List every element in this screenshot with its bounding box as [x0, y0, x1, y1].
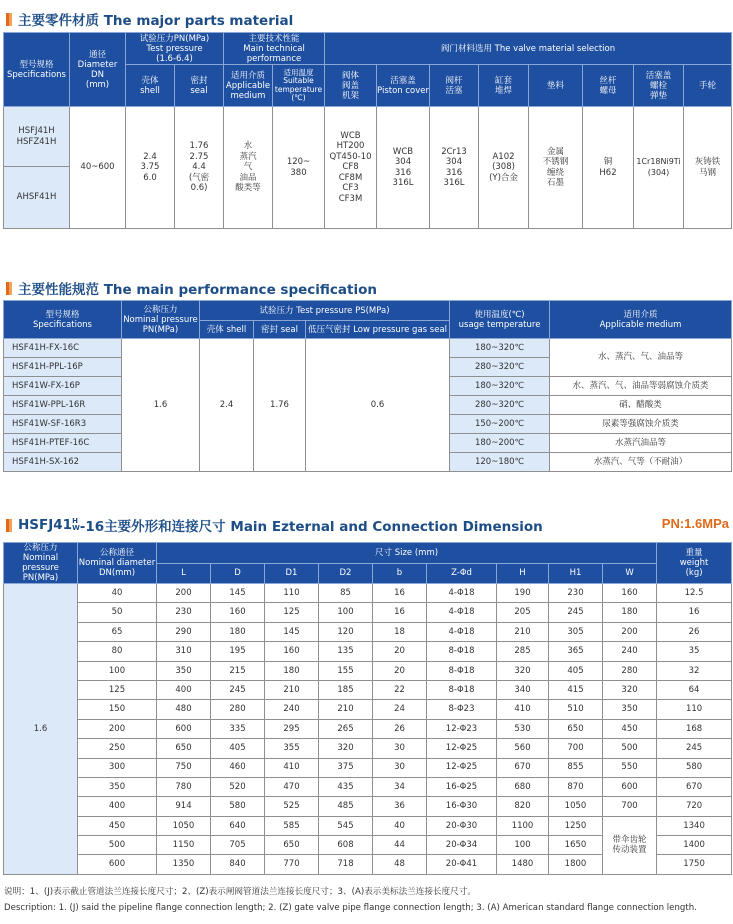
stem-cell: 2Cr13 304 316 316L — [430, 107, 479, 229]
nominal-pressure-cell: 1.6 — [122, 339, 200, 472]
spec-cell: HSF41H-FX-16C — [4, 339, 122, 358]
performance-table — [3, 300, 732, 472]
value-cell: 1800 — [549, 855, 603, 874]
value-cell: 100 — [497, 836, 549, 855]
value-cell: 1050 — [157, 816, 211, 835]
header-col-3: D2 — [319, 563, 373, 584]
nominal-pressure-cell: 1.6 — [4, 584, 78, 875]
header-packing: 垫料 — [529, 65, 583, 107]
value-cell: 160 — [211, 603, 265, 622]
value-cell: 320 — [319, 739, 373, 758]
value-cell: 600 — [603, 777, 657, 796]
medium-cell: 水蒸汽油品等 — [550, 434, 732, 453]
value-cell: 85 — [319, 584, 373, 603]
handwheel-cell: 灰铸铁 马钢 — [684, 107, 732, 229]
header-stem: 阀杆 活塞 — [430, 65, 479, 107]
value-cell: 4-Φ18 — [427, 603, 497, 622]
value-cell: 305 — [549, 622, 603, 641]
spec-cell-2: AHSF41H — [4, 167, 70, 229]
value-cell: 1150 — [157, 836, 211, 855]
value-cell: 16 — [657, 603, 732, 622]
value-cell: 200 — [603, 622, 657, 641]
value-cell: 120 — [319, 622, 373, 641]
header-weight: 重量 weight (kg) — [657, 543, 732, 584]
value-cell: 1400 — [657, 836, 732, 855]
seal-pressure-cell: 1.76 — [254, 339, 306, 472]
value-cell: 460 — [211, 758, 265, 777]
table-row — [4, 758, 732, 777]
value-cell: 160 — [265, 642, 319, 661]
value-cell: 100 — [319, 603, 373, 622]
value-cell: 215 — [211, 661, 265, 680]
header-seal: 密封 seal — [175, 65, 224, 107]
table-row — [4, 584, 732, 603]
value-cell: 20 — [373, 661, 427, 680]
value-cell: 500 — [603, 739, 657, 758]
shell-pressure-cell: 2.4 — [200, 339, 254, 472]
header-body: 阀体 阀盖 机架 — [325, 65, 377, 107]
value-cell: 1480 — [497, 855, 549, 874]
value-cell: 30 — [373, 758, 427, 777]
value-cell: 640 — [211, 816, 265, 835]
value-cell: 16-Φ30 — [427, 797, 497, 816]
value-cell: 405 — [211, 739, 265, 758]
value-cell: 310 — [157, 642, 211, 661]
spec-cell: HSF41H-PTEF-16C — [4, 434, 122, 453]
header-col-8: W — [603, 563, 657, 584]
value-cell: 210 — [497, 622, 549, 641]
value-cell: 210 — [265, 680, 319, 699]
header-test-pressure: 试验压力 Test pressure PS(MPa) — [200, 301, 450, 321]
header-seal: 密封 seal — [254, 321, 306, 339]
header-temperature: 适用温度 Suitable temperature (℃) — [273, 65, 325, 107]
value-cell: 718 — [319, 855, 373, 874]
value-cell: 720 — [657, 797, 732, 816]
value-cell: 365 — [549, 642, 603, 661]
value-cell: 36 — [373, 797, 427, 816]
temperature-cell: 180~200℃ — [450, 434, 550, 453]
value-cell: 168 — [657, 719, 732, 738]
value-cell: 340 — [497, 680, 549, 699]
value-cell: 650 — [265, 836, 319, 855]
value-cell: 18 — [373, 622, 427, 641]
value-cell: 12.5 — [657, 584, 732, 603]
temperature-cell: 280~320℃ — [450, 396, 550, 415]
value-cell: 280 — [211, 700, 265, 719]
temperature-cell: 180~320℃ — [450, 377, 550, 396]
gas-seal-pressure-cell: 0.6 — [306, 339, 450, 472]
value-cell: 485 — [319, 797, 373, 816]
header-nominal-pressure: 公称压力 Nominal pressure PN(MPa) — [122, 301, 200, 339]
value-cell: 855 — [549, 758, 603, 777]
value-cell: 820 — [497, 797, 549, 816]
dn-cell: 40~600 — [70, 107, 126, 229]
dn-cell: 65 — [78, 622, 157, 641]
spec-cell: HSF41H-PPL-16P — [4, 358, 122, 377]
value-cell: 670 — [497, 758, 549, 777]
value-cell: 545 — [319, 816, 373, 835]
value-cell: 510 — [549, 700, 603, 719]
value-cell: 245 — [211, 680, 265, 699]
value-cell: 64 — [657, 680, 732, 699]
table-row — [4, 680, 732, 699]
header-valve-material: 阀门材料选用 The valve material selection — [325, 33, 732, 65]
value-cell: 600 — [157, 719, 211, 738]
dn-cell: 450 — [78, 816, 157, 835]
header-spec: 型号规格 Specifications — [4, 301, 122, 339]
value-cell: 870 — [549, 777, 603, 796]
table-row — [4, 719, 732, 738]
value-cell: 16 — [373, 603, 427, 622]
value-cell: 350 — [157, 661, 211, 680]
table-row — [4, 603, 732, 622]
dn-cell: 250 — [78, 739, 157, 758]
value-cell: 410 — [497, 700, 549, 719]
note-chinese: 说明：1、(J)表示截止管道法兰连接长度尺寸；2、(Z)表示闸阀管道法兰连接长度尺寸；3、(A)表示美标法兰连接长度尺寸。 — [4, 887, 476, 897]
value-cell: 200 — [157, 584, 211, 603]
header-dn: 通径 Diameter DN (mm) — [70, 33, 126, 107]
title-superscript-subscript: H W — [72, 517, 80, 532]
section-title-performance: 主要性能规范 The main performance specification — [6, 278, 377, 298]
value-cell: 20 — [373, 642, 427, 661]
screw-nut-cell: 铜 H62 — [583, 107, 634, 229]
header-size: 尺寸 Size (mm) — [157, 543, 657, 564]
seal-cell: 1.76 2.75 4.4 (气密 0.6) — [175, 107, 224, 229]
value-cell: 230 — [157, 603, 211, 622]
value-cell: 400 — [157, 680, 211, 699]
value-cell: 355 — [265, 739, 319, 758]
value-cell: 240 — [265, 700, 319, 719]
dn-cell: 150 — [78, 700, 157, 719]
table-row — [4, 739, 732, 758]
value-cell: 160 — [603, 584, 657, 603]
value-cell: 750 — [157, 758, 211, 777]
value-cell: 34 — [373, 777, 427, 796]
value-cell: 680 — [497, 777, 549, 796]
spec-cell: HSF41W-SF-16R3 — [4, 415, 122, 434]
header-usage-temperature: 使用温度(℃) usage temperature — [450, 301, 550, 339]
value-cell: 780 — [157, 777, 211, 796]
value-cell: 12-Φ23 — [427, 719, 497, 738]
table-row — [4, 661, 732, 680]
value-cell: 1340 — [657, 816, 732, 835]
value-cell: 210 — [319, 700, 373, 719]
table-row — [4, 700, 732, 719]
value-cell: 650 — [549, 719, 603, 738]
medium-cell: 硝、醋酸类 — [550, 396, 732, 415]
value-cell: 205 — [497, 603, 549, 622]
value-cell: 4-Φ18 — [427, 584, 497, 603]
value-cell: 20-Φ30 — [427, 816, 497, 835]
value-cell: 290 — [157, 622, 211, 641]
value-cell: 190 — [497, 584, 549, 603]
temperature-cell: 120~ 380 — [273, 107, 325, 229]
header-col-4: b — [373, 563, 427, 584]
value-cell: 840 — [211, 855, 265, 874]
value-cell: 245 — [657, 739, 732, 758]
value-cell: 525 — [265, 797, 319, 816]
value-cell: 580 — [657, 758, 732, 777]
value-cell: 320 — [497, 661, 549, 680]
dn-cell: 200 — [78, 719, 157, 738]
header-col-2: D1 — [265, 563, 319, 584]
value-cell: 410 — [265, 758, 319, 777]
header-spec: 型号规格 Specifications — [4, 33, 70, 107]
header-liner: 缸套 堆焊 — [479, 65, 529, 107]
value-cell: 180 — [603, 603, 657, 622]
value-cell: 16 — [373, 584, 427, 603]
value-cell: 1100 — [497, 816, 549, 835]
value-cell: 580 — [211, 797, 265, 816]
value-cell: 110 — [657, 700, 732, 719]
value-cell: 650 — [157, 739, 211, 758]
value-cell: 32 — [657, 661, 732, 680]
value-cell: 230 — [549, 584, 603, 603]
value-cell: 245 — [549, 603, 603, 622]
value-cell: 1250 — [549, 816, 603, 835]
value-cell: 40 — [373, 816, 427, 835]
header-main-performance: 主要技术性能 Main technical performance — [224, 33, 325, 65]
dn-cell: 125 — [78, 680, 157, 699]
value-cell: 155 — [319, 661, 373, 680]
value-cell: 435 — [319, 777, 373, 796]
dn-cell: 40 — [78, 584, 157, 603]
table-row — [4, 777, 732, 796]
section-title-dimension: HSFJ41 H W -16主要外形和连接尺寸 Main Ezternal and Connection Dimension — [6, 515, 543, 535]
piston-cover-cell: WCB 304 316 316L — [377, 107, 430, 229]
value-cell: 22 — [373, 680, 427, 699]
header-screw-nut: 丝杆 螺母 — [583, 65, 634, 107]
liner-cell: A102 (308) (Y)合金 — [479, 107, 529, 229]
header-col-0: L — [157, 563, 211, 584]
value-cell: 320 — [603, 680, 657, 699]
temperature-cell: 280~320℃ — [450, 358, 550, 377]
value-cell: 110 — [265, 584, 319, 603]
temperature-cell: 120~180℃ — [450, 453, 550, 472]
section-marker-icon — [6, 13, 12, 26]
dn-cell: 300 — [78, 758, 157, 777]
value-cell: 48 — [373, 855, 427, 874]
value-cell: 520 — [211, 777, 265, 796]
value-cell: 670 — [657, 777, 732, 796]
pn-label: PN:1.6MPa — [661, 516, 729, 531]
value-cell: 145 — [211, 584, 265, 603]
header-gas-seal: 低压气密封 Low pressure gas seal — [306, 321, 450, 339]
value-cell: 265 — [319, 719, 373, 738]
value-cell: 375 — [319, 758, 373, 777]
dn-cell: 500 — [78, 836, 157, 855]
header-col-6: H — [497, 563, 549, 584]
value-cell: 1750 — [657, 855, 732, 874]
header-nominal-diameter: 公称通径 Nominal diameter DN(mm) — [78, 543, 157, 584]
w-note-cell: 带伞齿轮 传动装置 — [603, 816, 657, 874]
value-cell: 705 — [211, 836, 265, 855]
section-marker-icon — [6, 282, 12, 295]
value-cell: 185 — [319, 680, 373, 699]
dn-cell: 50 — [78, 603, 157, 622]
value-cell: 608 — [319, 836, 373, 855]
value-cell: 195 — [211, 642, 265, 661]
dn-cell: 100 — [78, 661, 157, 680]
value-cell: 560 — [497, 739, 549, 758]
table-row — [4, 797, 732, 816]
header-bolt: 活塞盖 螺栓 弹垫 — [634, 65, 684, 107]
spec-cell: HSF41W-FX-16P — [4, 377, 122, 396]
value-cell: 125 — [265, 603, 319, 622]
parts-material-table — [3, 32, 732, 229]
dn-cell: 80 — [78, 642, 157, 661]
value-cell: 180 — [211, 622, 265, 641]
value-cell: 12-Φ25 — [427, 758, 497, 777]
value-cell: 1350 — [157, 855, 211, 874]
value-cell: 914 — [157, 797, 211, 816]
header-shell: 壳体 shell — [126, 65, 175, 107]
body-material-cell: WCB HT200 QT450-10 CF8 CF8M CF3 CF3M — [325, 107, 377, 229]
value-cell: 1650 — [549, 836, 603, 855]
value-cell: 240 — [603, 642, 657, 661]
value-cell: 450 — [603, 719, 657, 738]
value-cell: 26 — [657, 622, 732, 641]
table-row — [4, 816, 732, 835]
value-cell: 415 — [549, 680, 603, 699]
value-cell: 470 — [265, 777, 319, 796]
value-cell: 12-Φ25 — [427, 739, 497, 758]
value-cell: 530 — [497, 719, 549, 738]
section-marker-icon — [6, 519, 12, 532]
section-title-parts-material: 主要零件材质 The major parts material — [6, 9, 293, 29]
value-cell: 280 — [603, 661, 657, 680]
medium-cell: 水蒸汽、气等（不耐油） — [550, 453, 732, 472]
value-cell: 295 — [265, 719, 319, 738]
value-cell: 26 — [373, 719, 427, 738]
value-cell: 770 — [265, 855, 319, 874]
table-row — [4, 642, 732, 661]
value-cell: 16-Φ25 — [427, 777, 497, 796]
value-cell: 30 — [373, 739, 427, 758]
header-applicable-medium: 适用介质 Applicable medium — [550, 301, 732, 339]
header-piston-cover: 活塞盖 Piston cover — [377, 65, 430, 107]
value-cell: 585 — [265, 816, 319, 835]
value-cell: 1050 — [549, 797, 603, 816]
value-cell: 4-Φ18 — [427, 622, 497, 641]
header-nominal-pressure: 公称压力 Nominal pressure PN(MPa) — [4, 543, 78, 584]
header-handwheel: 手轮 — [684, 65, 732, 107]
table-row — [4, 622, 732, 641]
header-col-5: Z-Φd — [427, 563, 497, 584]
value-cell: 335 — [211, 719, 265, 738]
header-col-7: H1 — [549, 563, 603, 584]
header-medium: 适用介质 Applicable medium — [224, 65, 273, 107]
packing-cell: 金属 不锈钢 缠绕 石墨 — [529, 107, 583, 229]
header-shell: 壳体 shell — [200, 321, 254, 339]
medium-cell: 水、蒸汽、气、油品等弱腐蚀介质类 — [550, 377, 732, 396]
value-cell: 285 — [497, 642, 549, 661]
medium-cell: 水 蒸汽 气 油品 酸类等 — [224, 107, 273, 229]
value-cell: 24 — [373, 700, 427, 719]
value-cell: 135 — [319, 642, 373, 661]
value-cell: 35 — [657, 642, 732, 661]
dn-cell: 350 — [78, 777, 157, 796]
temperature-cell: 150~200℃ — [450, 415, 550, 434]
spec-cell: HSF41W-PPL-16R — [4, 396, 122, 415]
spec-cell-1: HSFJ41H HSFZ41H — [4, 107, 70, 167]
temperature-cell: 180~320℃ — [450, 339, 550, 358]
value-cell: 8-Φ18 — [427, 680, 497, 699]
value-cell: 20-Φ41 — [427, 855, 497, 874]
bolt-cell: 1Cr18Ni9Ti (304) — [634, 107, 684, 229]
spec-cell: HSF41H-SX-162 — [4, 453, 122, 472]
medium-cell: 尿素等强腐蚀介质类 — [550, 415, 732, 434]
dn-cell: 600 — [78, 855, 157, 874]
dn-cell: 400 — [78, 797, 157, 816]
value-cell: 405 — [549, 661, 603, 680]
shell-cell: 2.4 3.75 6.0 — [126, 107, 175, 229]
value-cell: 480 — [157, 700, 211, 719]
header-col-1: D — [211, 563, 265, 584]
note-english: Description: 1. (J) said the pipeline flange connection length; 2. (Z) gate valve pipe flange connection length; 3. (A) American standard flange connection length. — [4, 903, 697, 913]
value-cell: 350 — [603, 700, 657, 719]
value-cell: 8-Φ23 — [427, 700, 497, 719]
value-cell: 700 — [549, 739, 603, 758]
header-test-pressure: 试验压力PN(MPa) Test pressure (1.6-6.4) — [126, 33, 224, 65]
value-cell: 8-Φ18 — [427, 642, 497, 661]
value-cell: 700 — [603, 797, 657, 816]
dimension-table — [3, 542, 732, 875]
value-cell: 180 — [265, 661, 319, 680]
value-cell: 44 — [373, 836, 427, 855]
value-cell: 550 — [603, 758, 657, 777]
value-cell: 20-Φ34 — [427, 836, 497, 855]
value-cell: 8-Φ18 — [427, 661, 497, 680]
medium-cell: 水、蒸汽、气、油品等 — [550, 339, 732, 377]
value-cell: 145 — [265, 622, 319, 641]
